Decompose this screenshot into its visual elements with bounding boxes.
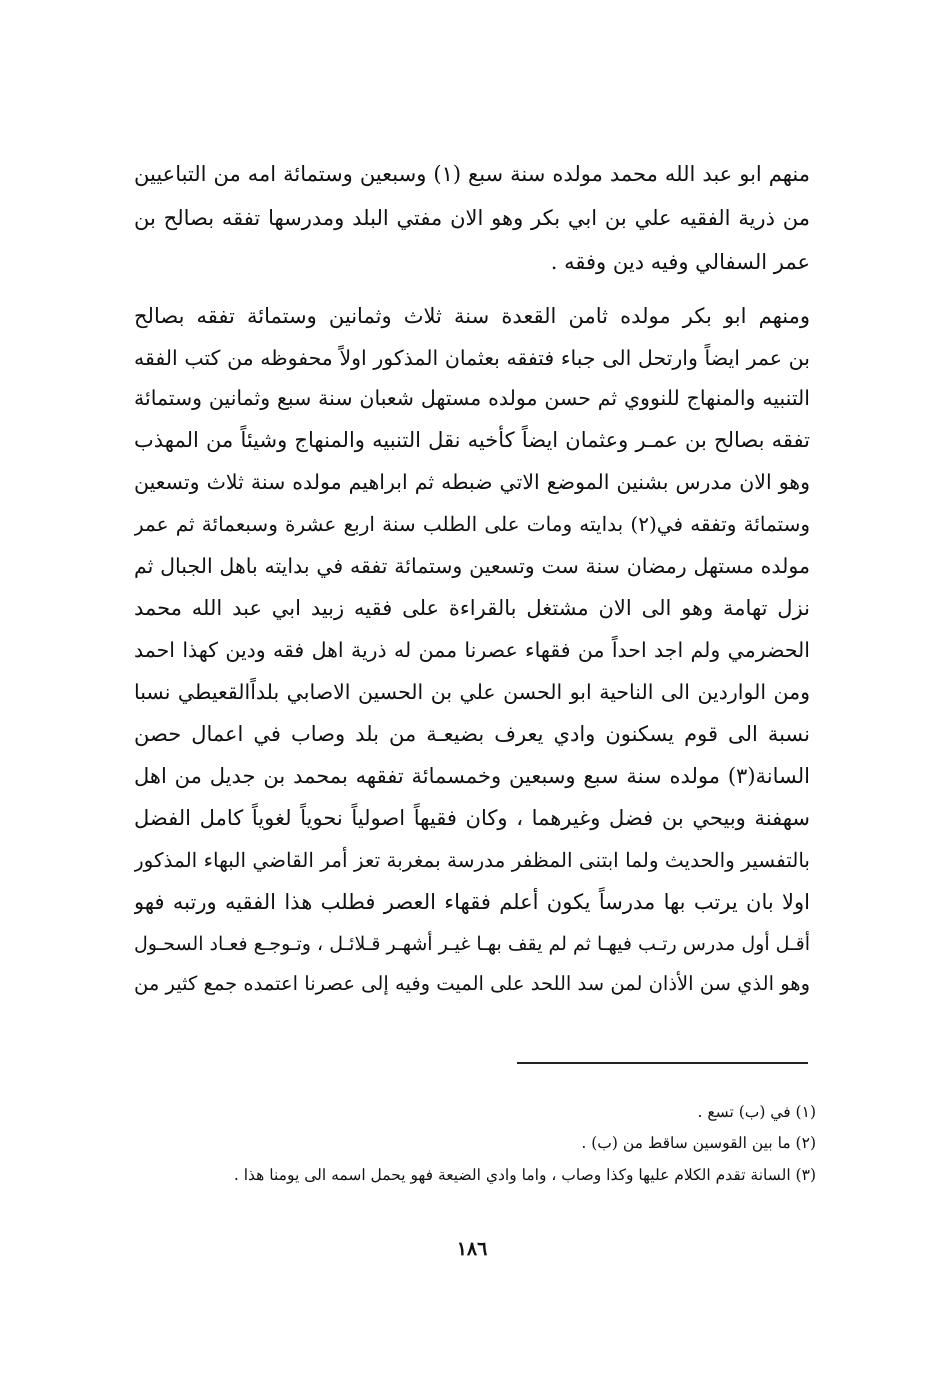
body-line: سهفنة وبيحي بن فضل وغيرهما ، وكان فقيهاً اصولياً نحوياً لغوياً كامل الفضل bbox=[134, 806, 810, 830]
body-line: أقـل أول مدرس رتـب فيهـا ثم لم يقف بهـا غيـر أشهـر قـلائـل ، وتـوجـع فعـاد السحـول bbox=[134, 933, 810, 955]
body-line: تفقه بصالح بن عمـر وعثمان ايضاً كأخيه نقل التنبيه والمنهاج وشيئاً من المهذب bbox=[134, 428, 810, 452]
body-line: عمر السفالي وفيه دين وفقه . bbox=[550, 250, 810, 274]
body-line: وستمائة وتفقه في(٢) بدايته ومات على الطلب سنة اربع عشرة وسبعمائة ثم عمر bbox=[134, 512, 810, 536]
body-line: ومن الواردين الى الناحية ابو الحسن علي بن الحسين الاصابي بلداًالقعيطي نسبا bbox=[134, 680, 810, 704]
page-number: ١٨٦ bbox=[456, 1238, 488, 1260]
body-line: مولده مستهل رمضان سنة ست وتسعين وستمائة تفقه في بدايته باهل الجبال ثم bbox=[134, 554, 810, 578]
body-line: ومنهم ابو بكر مولده ثامن القعدة سنة ثلاث وثمانين وستمائة تفقه بصالح bbox=[134, 304, 810, 328]
body-line: بالتفسير والحديث ولما ابتنى المظفر مدرسة بمغربة تعز أمر القاضي البهاء المذكور bbox=[134, 848, 810, 872]
body-line: منهم ابو عبد الله محمد مولده سنة سبع (١) وسبعين وستمائة امه من التباعيين bbox=[134, 162, 810, 186]
body-line: بن عمر ايضاً وارتحل الى جباء فتفقه بعثمان المذكور اولاً محفوظه من كتب الفقه bbox=[134, 346, 810, 370]
body-line: نسبة الى قوم يسكنون وادي يعرف بضيعـة من بلد وصاب في اعمال حصن bbox=[134, 722, 810, 746]
body-line: اولا بان يرتب بها مدرساً يكون أعلم فقهاء العصر فطلب هذا الفقيه ورتبه فهو bbox=[134, 890, 810, 914]
body-line: التنبيه والمنهاج للنووي ثم حسن مولده مستهل شعبان سنة سبع وثمانين وستمائة bbox=[134, 386, 810, 410]
body-line: وهو الان مدرس بشنين الموضع الاتي ضبطه ثم ابراهيم مولده سنة ثلاث وتسعين bbox=[134, 470, 810, 494]
body-line: نزل تهامة وهو الى الان مشتغل بالقراءة على فقيه زبيد ابي عبد الله محمد bbox=[134, 596, 810, 620]
body-line: السانة(٣) مولده سنة سبع وسبعين وخمسمائة تفقهه بمحمد بن جديل من اهل bbox=[134, 764, 810, 788]
footnote: (٣) السانة تقدم الكلام عليها وكذا وصاب ، واما وادي الضيعة فهو يحمل اسمه الى يومنا هذا . bbox=[233, 1166, 816, 1184]
footnote-separator bbox=[517, 1062, 808, 1064]
body-line: من ذرية الفقيه علي بن ابي بكر وهو الان مفتي البلد ومدرسها تفقه بصالح بن bbox=[134, 206, 810, 230]
body-line: وهو الذي سن الأذان لمن سد اللحد على الميت وفيه إلى عصرنا اعتمده جمع كثير من bbox=[134, 972, 810, 995]
body-line: الحضرمي ولم اجد احداً من فقهاء عصرنا ممن له ذرية اهل فقه ودين كهذا احمد bbox=[134, 638, 810, 662]
footnote: (١) في (ب) تسع . bbox=[697, 1103, 816, 1121]
footnote: (٢) ما بين القوسين ساقط من (ب) . bbox=[581, 1134, 816, 1152]
